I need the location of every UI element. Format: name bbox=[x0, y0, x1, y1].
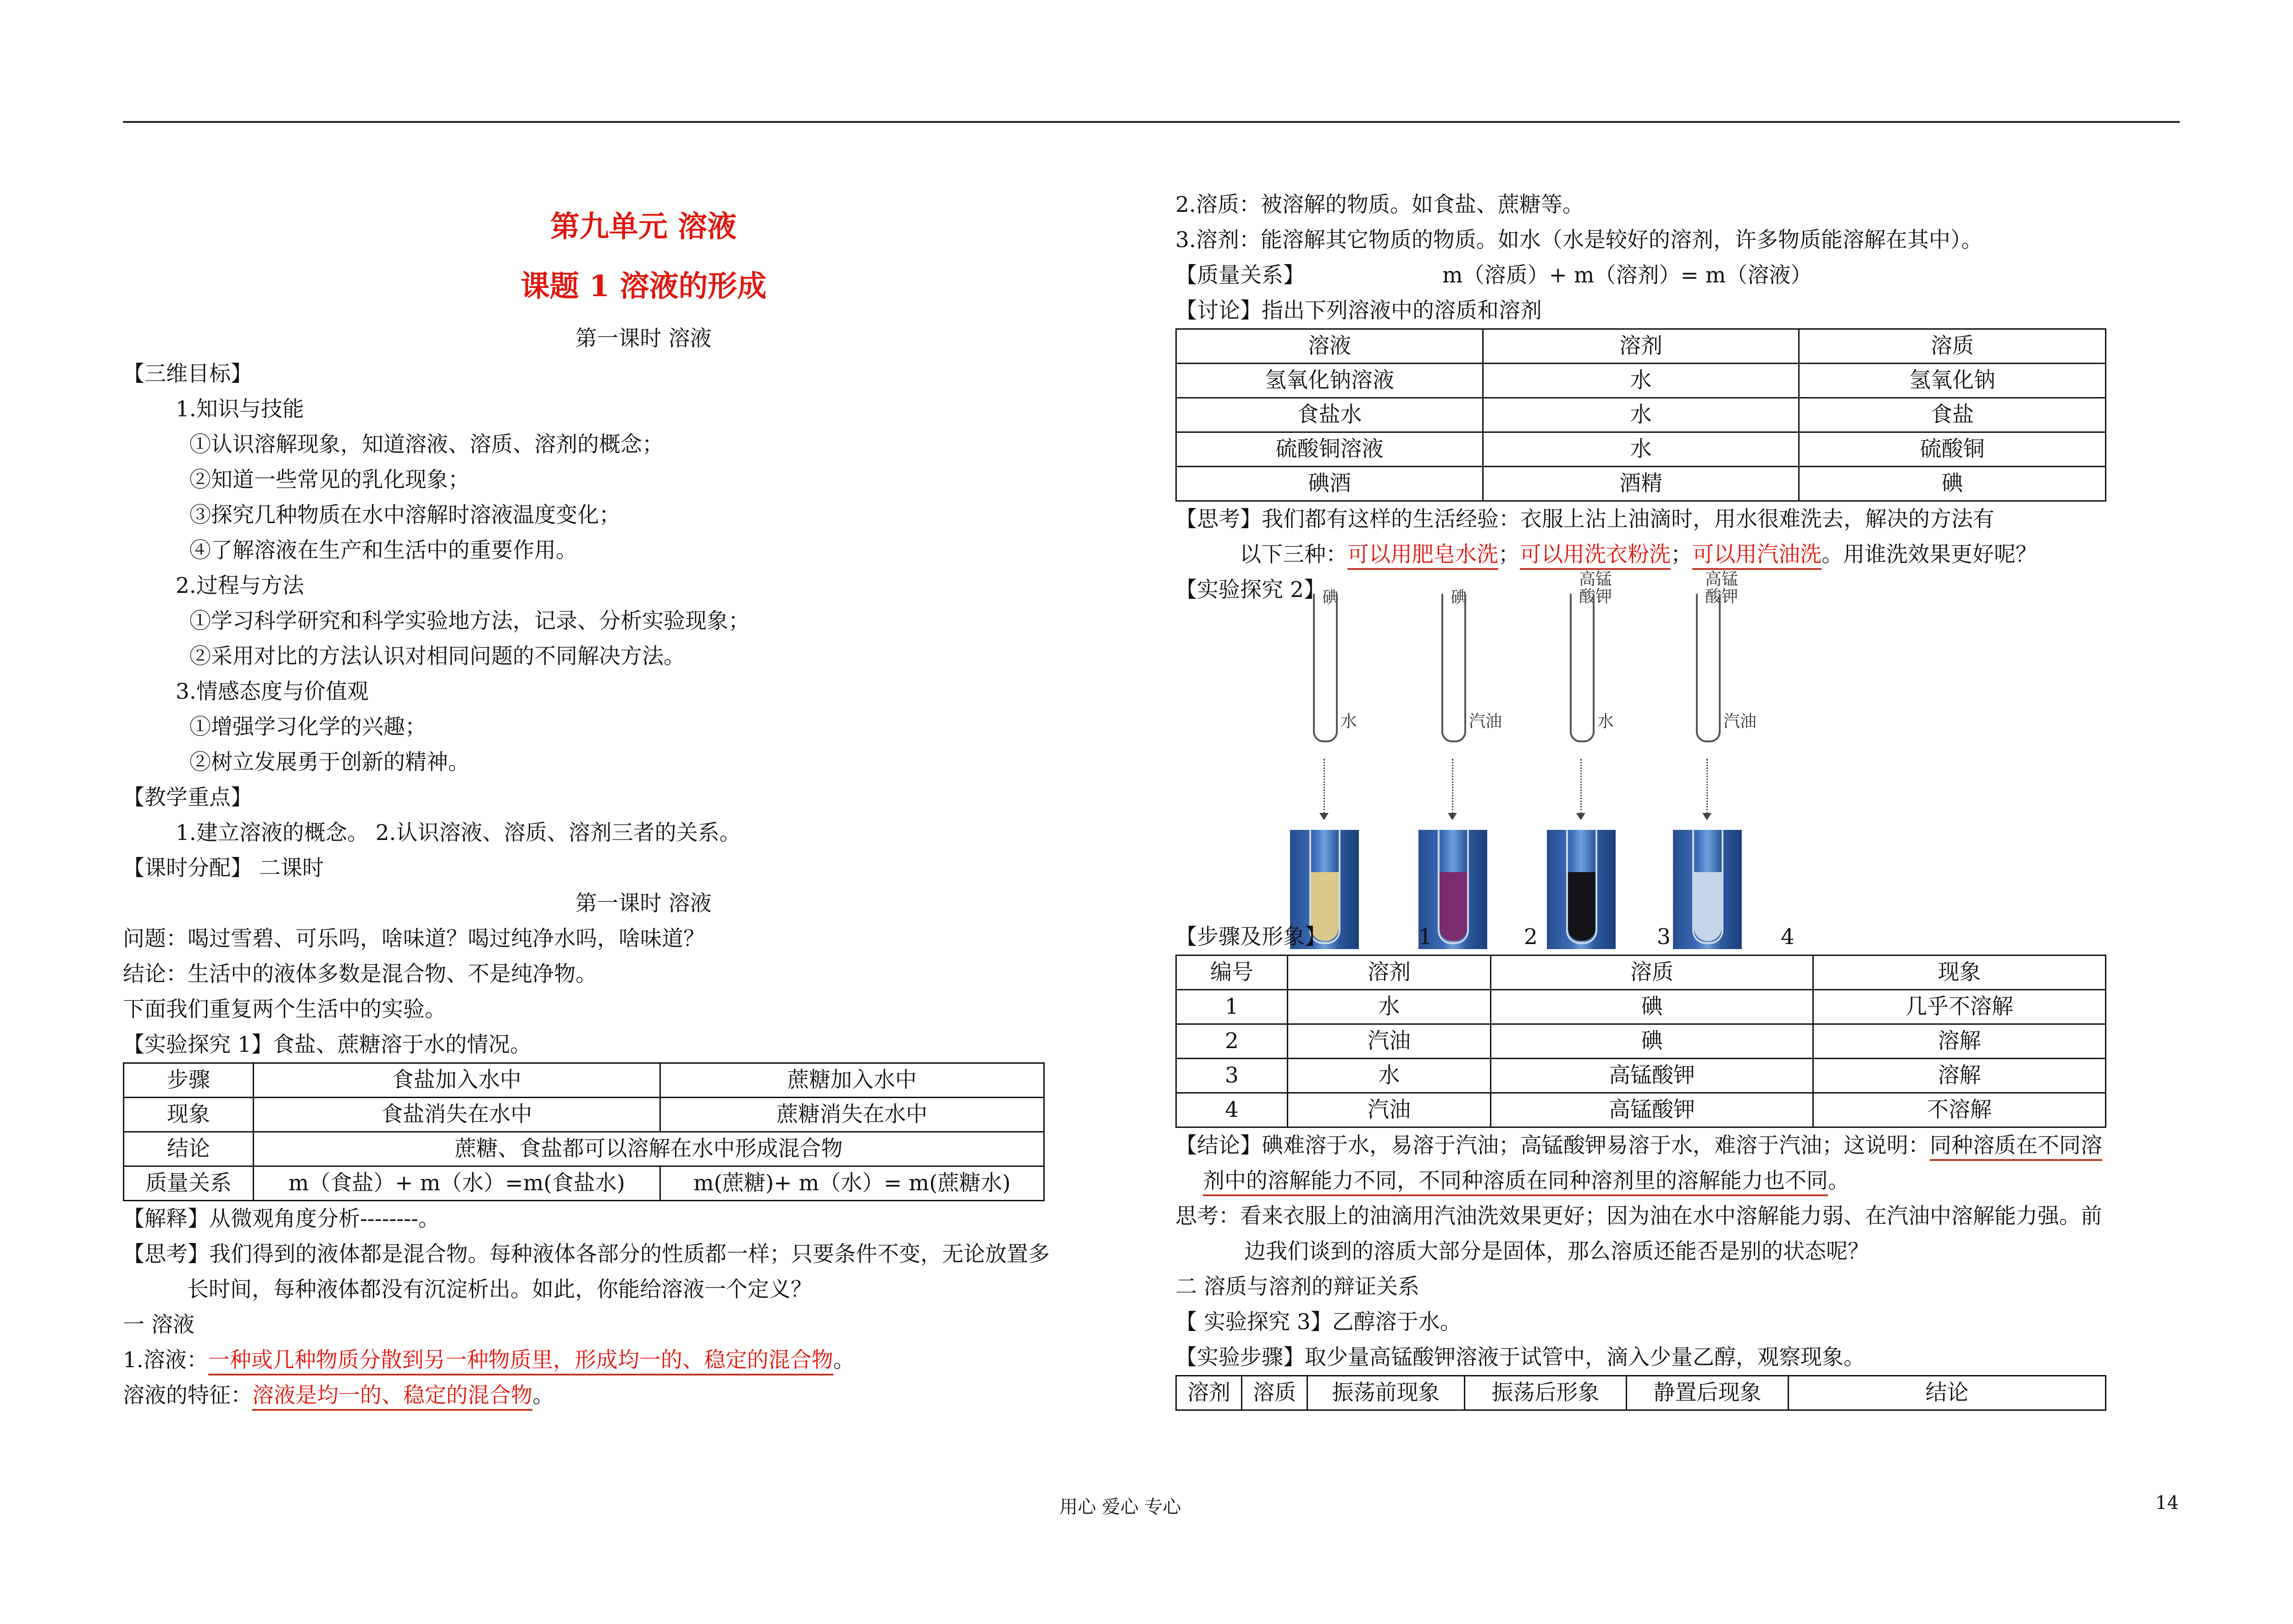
steps-label: 【步骤及形象】 bbox=[1175, 924, 1326, 950]
table-cell: m（食盐）+ m（水）=m(食盐水) bbox=[254, 1166, 660, 1201]
figure-number: 2 bbox=[1524, 924, 1538, 950]
tube-top-label: 碘 bbox=[1322, 588, 1339, 607]
table-cell: 2 bbox=[1176, 1024, 1288, 1059]
table-row bbox=[1176, 398, 2106, 432]
header-rule bbox=[123, 121, 2180, 123]
table-row bbox=[1176, 467, 2106, 501]
experiment3-heading: 【 实验探究 3】乙醇溶于水。 bbox=[1175, 1309, 1462, 1335]
table-cell: 溶剂 bbox=[1483, 329, 1799, 364]
table-cell: 振荡后形象 bbox=[1465, 1376, 1627, 1410]
table-row bbox=[124, 1063, 1044, 1098]
table-cell: 质量关系 bbox=[124, 1166, 254, 1201]
table-cell: 溶液 bbox=[1176, 329, 1483, 364]
conclusion-highlight: 剂中的溶解能力不同，不同种溶质在同种溶剂里的溶解能力也不同 bbox=[1203, 1168, 1828, 1196]
table-cell: 水 bbox=[1288, 1059, 1491, 1093]
separator: ； bbox=[1671, 542, 1692, 567]
think2-lead: 以下三种： bbox=[1240, 542, 1347, 567]
focus-heading: 【教学重点】 bbox=[123, 785, 252, 810]
arrow bbox=[1324, 759, 1325, 814]
table-cell: 氢氧化钠溶液 bbox=[1176, 364, 1483, 398]
goal-process: 2.过程与方法 bbox=[176, 573, 304, 598]
table-cell: 高锰酸钾 bbox=[1491, 1093, 1813, 1127]
experiment1-table bbox=[123, 1062, 1045, 1201]
arrow bbox=[1452, 759, 1453, 814]
hours-text: 【课时分配】 二课时 bbox=[123, 856, 324, 881]
table-cell: 编号 bbox=[1176, 956, 1288, 990]
period-heading: 第一课时 溶液 bbox=[575, 326, 712, 351]
table-cell: 食盐加入水中 bbox=[254, 1063, 660, 1098]
test-tube bbox=[1313, 594, 1338, 742]
table-cell: 氢氧化钠 bbox=[1799, 364, 2106, 398]
option-detergent: 可以用洗衣粉洗 bbox=[1520, 542, 1671, 570]
think2-line2 bbox=[1175, 537, 2180, 572]
tube-liquid-label: 汽油 bbox=[1723, 712, 1757, 731]
table-cell: 硫酸铜 bbox=[1799, 432, 2106, 467]
table-cell: 蔗糖加入水中 bbox=[660, 1063, 1044, 1098]
option-gasoline: 可以用汽油洗 bbox=[1692, 542, 1822, 570]
table-cell: 水 bbox=[1483, 398, 1799, 432]
section-heading-2: 二 溶质与溶剂的辩证关系 bbox=[1175, 1274, 1419, 1299]
page-number: 14 bbox=[2155, 1492, 2179, 1514]
explain-text: 【解释】从微观角度分析--------。 bbox=[123, 1206, 440, 1232]
table-cell: 碘 bbox=[1491, 990, 1813, 1024]
table-cell: 溶质 bbox=[1799, 329, 2106, 364]
feature-end: 。 bbox=[532, 1383, 554, 1408]
think3-line2: 边我们谈到的溶质大部分是固体，那么溶质还能否是别的状态呢？ bbox=[1244, 1239, 1869, 1264]
goal-item: ④了解溶液在生产和生活中的重要作用。 bbox=[189, 538, 577, 563]
table-row bbox=[1176, 329, 2106, 364]
goals-heading: 【三维目标】 bbox=[123, 361, 252, 387]
table-cell: 蔗糖消失在水中 bbox=[660, 1098, 1044, 1132]
table-row bbox=[1176, 1376, 2106, 1410]
table-cell: 食盐水 bbox=[1176, 398, 1483, 432]
steps-row bbox=[1175, 919, 2180, 955]
table-row bbox=[124, 1132, 1044, 1166]
table-cell: 食盐消失在水中 bbox=[254, 1098, 660, 1132]
think1-line1: 【思考】我们得到的液体都是混合物。每种液体各部分的性质都一样；只要条件不变，无论放置多 bbox=[123, 1242, 1050, 1267]
left-column bbox=[123, 202, 1164, 1413]
tube-top-label: 碘 bbox=[1451, 588, 1468, 607]
table-row bbox=[124, 1166, 1044, 1201]
table-cell: 水 bbox=[1288, 990, 1491, 1024]
conclusion-line1 bbox=[1175, 1128, 2180, 1163]
table-cell: 蔗糖、食盐都可以溶解在水中形成混合物 bbox=[254, 1132, 1044, 1166]
conclusion-text: 结论：生活中的液体多数是混合物、不是纯净物。 bbox=[123, 961, 597, 987]
figure-number: 3 bbox=[1657, 924, 1671, 950]
table-cell: 步骤 bbox=[124, 1063, 254, 1098]
conclusion-line2 bbox=[1175, 1163, 2180, 1199]
table-row bbox=[124, 1098, 1044, 1132]
steps-table bbox=[1175, 955, 2106, 1128]
test-tube bbox=[1570, 594, 1595, 742]
goal-item: ①认识溶解现象，知道溶液、溶质、溶剂的概念； bbox=[189, 432, 664, 457]
separator: ； bbox=[1498, 542, 1520, 567]
solution-definition bbox=[123, 1342, 1164, 1378]
experiment2-figure bbox=[1258, 570, 2074, 938]
conclusion-end: 。 bbox=[1828, 1168, 1850, 1193]
table-cell: 水 bbox=[1483, 432, 1799, 467]
arrow-head bbox=[1576, 813, 1585, 820]
tube-liquid-label: 汽油 bbox=[1469, 712, 1502, 731]
definition-end: 。 bbox=[833, 1348, 855, 1373]
arrow bbox=[1580, 759, 1582, 814]
table-cell: 1 bbox=[1176, 990, 1288, 1024]
table-cell: 溶质 bbox=[1491, 956, 1813, 990]
arrow bbox=[1706, 759, 1708, 814]
option-soap: 可以用肥皂水洗 bbox=[1347, 542, 1498, 570]
goal-item: ②知道一些常见的乳化现象； bbox=[189, 467, 470, 492]
table-cell: 现象 bbox=[1813, 956, 2106, 990]
mass-formula: m（溶质）+ m（溶剂）= m（溶液） bbox=[1442, 263, 1812, 288]
goal-knowledge: 1.知识与技能 bbox=[176, 397, 304, 422]
section-heading: 一 溶液 bbox=[123, 1312, 194, 1337]
experiment1-heading: 【实验探究 1】食盐、蔗糖溶于水的情况。 bbox=[123, 1032, 532, 1057]
solution-feature bbox=[123, 1378, 1164, 1413]
focus-text: 1.建立溶液的概念。 2.认识溶液、溶质、溶剂三者的关系。 bbox=[176, 820, 741, 845]
table-row bbox=[1176, 990, 2106, 1024]
table-cell: 4 bbox=[1176, 1093, 1288, 1127]
tube-top-label: 高锰 酸钾 bbox=[1579, 570, 1612, 606]
table-cell: 3 bbox=[1176, 1059, 1288, 1093]
arrow-head bbox=[1448, 813, 1457, 820]
table-cell: m(蔗糖)+ m（水）= m(蔗糖水) bbox=[660, 1166, 1044, 1201]
solute-definition: 2.溶质：被溶解的物质。如食盐、蔗糖等。 bbox=[1175, 192, 1584, 217]
discuss-heading: 【讨论】指出下列溶液中的溶质和溶剂 bbox=[1175, 298, 1542, 323]
table-cell: 结论 bbox=[124, 1132, 254, 1166]
goal-item: ①增强学习化学的兴趣； bbox=[189, 714, 426, 740]
arrow-head bbox=[1319, 813, 1329, 820]
test-tube bbox=[1696, 594, 1721, 742]
unit-title: 第九单元 溶液 bbox=[550, 210, 737, 244]
solvent-definition: 3.溶剂：能溶解其它物质的物质。如水（水是较好的溶剂，许多物质能溶解在其中）。 bbox=[1175, 227, 1983, 253]
table-cell: 碘 bbox=[1799, 467, 2106, 501]
table-cell: 现象 bbox=[124, 1098, 254, 1132]
experiment3-steps: 【实验步骤】取少量高锰酸钾溶液于试管中，滴入少量乙醇，观察现象。 bbox=[1175, 1345, 1865, 1370]
table-cell: 酒精 bbox=[1483, 467, 1799, 501]
table-row bbox=[1176, 1093, 2106, 1127]
table-row bbox=[1176, 1024, 2106, 1059]
mass-relation bbox=[1175, 258, 2180, 293]
think2-line1: 【思考】我们都有这样的生活经验：衣服上沾上油滴时，用水很难洗去，解决的方法有 bbox=[1175, 507, 1994, 532]
table-row bbox=[1176, 1059, 2106, 1093]
table-cell: 碘 bbox=[1491, 1024, 1813, 1059]
table-row bbox=[1176, 432, 2106, 467]
table-cell: 不溶解 bbox=[1813, 1093, 2106, 1127]
goal-item: ②树立发展勇于创新的精神。 bbox=[189, 750, 470, 775]
table-cell: 溶解 bbox=[1813, 1024, 2106, 1059]
figure-number: 4 bbox=[1781, 924, 1795, 950]
arrow-head bbox=[1702, 813, 1711, 820]
experiment2-heading: 【实验探究 2】 bbox=[1175, 577, 1325, 602]
goal-item: ①学习科学研究和科学实验地方法，记录、分析实验现象； bbox=[189, 608, 750, 634]
table-cell: 硫酸铜溶液 bbox=[1176, 432, 1483, 467]
table-cell: 几乎不溶解 bbox=[1813, 990, 2106, 1024]
table-cell: 碘酒 bbox=[1176, 467, 1483, 501]
figure-number: 1 bbox=[1418, 924, 1432, 950]
think3-line1: 思考：看来衣服上的油滴用汽油洗效果更好；因为油在水中溶解能力弱、在汽油中溶解能力强。前 bbox=[1175, 1204, 2102, 1229]
think2-end: 。用谁洗效果更好呢？ bbox=[1822, 542, 2037, 567]
lesson-title: 课题 1 溶液的形成 bbox=[520, 269, 767, 304]
goal-item: ②采用对比的方法认识对相同问题的不同解决方法。 bbox=[189, 644, 685, 669]
goal-attitude: 3.情感态度与价值观 bbox=[176, 679, 369, 704]
tube-top-label: 高锰 酸钾 bbox=[1705, 570, 1739, 606]
table-cell: 水 bbox=[1483, 364, 1799, 398]
definition-text: 一种或几种物质分散到另一种物质里，形成均一的、稳定的混合物 bbox=[208, 1348, 833, 1375]
tube-liquid-label: 水 bbox=[1597, 712, 1614, 731]
footer-motto: 用心 爱心 专心 bbox=[1059, 1497, 1181, 1518]
mass-label: 【质量关系】 bbox=[1175, 263, 1305, 288]
definition-label: 1.溶液： bbox=[123, 1348, 208, 1373]
table-cell: 食盐 bbox=[1799, 398, 2106, 432]
table-cell: 结论 bbox=[1789, 1376, 2106, 1410]
table-cell: 高锰酸钾 bbox=[1491, 1059, 1813, 1093]
table-cell: 静置后现象 bbox=[1627, 1376, 1789, 1410]
table-cell: 振荡前现象 bbox=[1307, 1376, 1465, 1410]
feature-label: 溶液的特征： bbox=[123, 1383, 252, 1408]
experiment3-table bbox=[1175, 1375, 2106, 1411]
table-cell: 溶剂 bbox=[1288, 956, 1491, 990]
tube-liquid-label: 水 bbox=[1340, 712, 1357, 731]
conclusion-text: 【结论】碘难溶于水，易溶于汽油；高锰酸钾易溶于水，难溶于汽油；这说明： bbox=[1175, 1133, 1930, 1158]
table-cell: 汽油 bbox=[1288, 1093, 1491, 1127]
think1-line2: 长时间，每种液体都没有沉淀析出。如此，你能给溶液一个定义？ bbox=[187, 1277, 812, 1302]
table-cell: 溶质 bbox=[1242, 1376, 1307, 1410]
discuss-table bbox=[1175, 328, 2106, 502]
right-column bbox=[1175, 187, 2180, 1411]
table-row bbox=[1176, 364, 2106, 398]
period-heading-2: 第一课时 溶液 bbox=[575, 891, 712, 916]
table-cell: 汽油 bbox=[1288, 1024, 1491, 1059]
conclusion-highlight: 同种溶质在不同溶 bbox=[1930, 1133, 2102, 1161]
goal-item: ③探究几种物质在水中溶解时溶液温度变化； bbox=[189, 503, 620, 528]
table-row bbox=[1176, 956, 2106, 990]
table-cell: 溶解 bbox=[1813, 1059, 2106, 1093]
table-cell: 溶剂 bbox=[1176, 1376, 1242, 1410]
test-tube bbox=[1441, 594, 1466, 742]
repeat-text: 下面我们重复两个生活中的实验。 bbox=[123, 997, 446, 1022]
question-text: 问题：喝过雪碧、可乐吗，啥味道？喝过纯净水吗，啥味道？ bbox=[123, 926, 705, 951]
feature-text: 溶液是均一的、稳定的混合物 bbox=[252, 1383, 532, 1411]
